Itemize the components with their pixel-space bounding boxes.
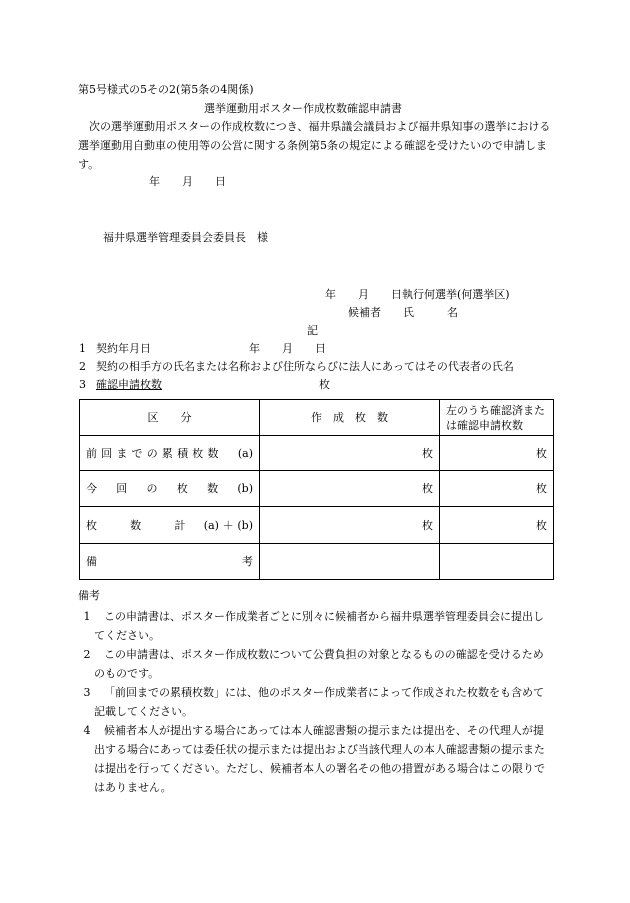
note-text: この申請書は、ポスター作成枚数について公費負担の対象となるものの確認を受けるためのものです。 bbox=[94, 648, 544, 680]
row-confirmed-value: 枚 bbox=[440, 507, 554, 544]
table-row-remarks bbox=[80, 544, 554, 580]
item-3-label: 確認申請枚数 bbox=[96, 378, 162, 391]
note-number: 4 bbox=[83, 724, 91, 737]
item-3-field bbox=[96, 379, 330, 390]
table-header-row bbox=[80, 400, 554, 436]
item-1-label: 契約年月日 bbox=[96, 342, 151, 355]
note-number: 3 bbox=[83, 686, 91, 699]
table-row bbox=[80, 436, 554, 471]
intro-paragraph: 次の選挙運動用ポスターの作成枚数につき、福井県議会議員および福井県知事の選挙における選挙運動用自動車の使用等の公営に関する条例第5条の規定による確認を受けたいので申請します。 bbox=[78, 120, 551, 171]
candidate-name-line: 候補者 氏 名 bbox=[348, 306, 458, 319]
item-3-number: 3 bbox=[79, 378, 86, 391]
addressee: 福井県選挙管理委員会委員長 様 bbox=[103, 231, 268, 244]
note-number: 2 bbox=[83, 648, 91, 661]
header-category: 区 分 bbox=[80, 400, 260, 436]
note-text: この申請書は、ポスター作成業者ごとに別々に候補者から福井県選挙管理委員会に提出してください。 bbox=[94, 610, 544, 642]
note-item bbox=[78, 645, 554, 683]
remarks-value bbox=[260, 544, 440, 580]
item-2-label: 契約の相手方の氏名または名称および住所ならびに法人にあってはその代表者の氏名 bbox=[96, 360, 514, 373]
item-2-number: 2 bbox=[79, 360, 86, 373]
row-label: 枚 数 計 (a)＋(b) bbox=[80, 507, 260, 544]
header-created-count: 作 成 枚 数 bbox=[260, 400, 440, 436]
header-confirmed-count: 左のうち確認済または確認申請枚数 bbox=[440, 400, 554, 436]
note-text: 「前回までの累積枚数」には、他のポスター作成業者によって作成された枚数をも含めて記載してください。 bbox=[94, 686, 544, 718]
application-date: 年 月 日 bbox=[149, 175, 226, 188]
election-line: 年 月 日執行何選挙(何選挙区) bbox=[325, 288, 510, 301]
row-confirmed-value: 枚 bbox=[440, 436, 554, 471]
notes-section bbox=[78, 586, 554, 797]
row-label: 今 回 の 枚 数 (b) bbox=[80, 471, 260, 507]
row-confirmed-value: 枚 bbox=[440, 471, 554, 507]
note-item bbox=[78, 683, 554, 721]
note-item bbox=[78, 721, 554, 797]
row-created-value: 枚 bbox=[260, 436, 440, 471]
row-created-value: 枚 bbox=[260, 507, 440, 544]
ki-heading: 記 bbox=[307, 324, 318, 337]
count-table bbox=[79, 399, 554, 580]
table-row bbox=[80, 507, 554, 544]
row-created-value: 枚 bbox=[260, 471, 440, 507]
note-number: 1 bbox=[83, 610, 91, 623]
item-1-number: 1 bbox=[79, 342, 86, 355]
document-title: 選挙運動用ポスター作成枚数確認申請書 bbox=[204, 102, 402, 115]
remarks-value-2 bbox=[440, 544, 554, 580]
item-1-value: 年 月 日 bbox=[249, 342, 326, 355]
row-label: 前回までの累積枚数 (a) bbox=[80, 436, 260, 471]
row-label: 備 考 bbox=[80, 544, 260, 580]
note-item bbox=[78, 607, 554, 645]
note-text: 候補者本人が提出する場合にあっては本人確認書類の提示または提出を、その代理人が提出する場合にあっては委任状の提示または提出および当該代理人の本人確認書類の提示または提出を行ってください。ただし、候補者本人の署名その他の措置がある場合はこの限りではありません。 bbox=[94, 724, 545, 794]
item-3-value: 枚 bbox=[319, 378, 330, 391]
form-number: 第5号様式の5その2(第5条の4関係) bbox=[78, 83, 254, 96]
notes-heading: 備考 bbox=[78, 589, 100, 602]
table-row bbox=[80, 471, 554, 507]
